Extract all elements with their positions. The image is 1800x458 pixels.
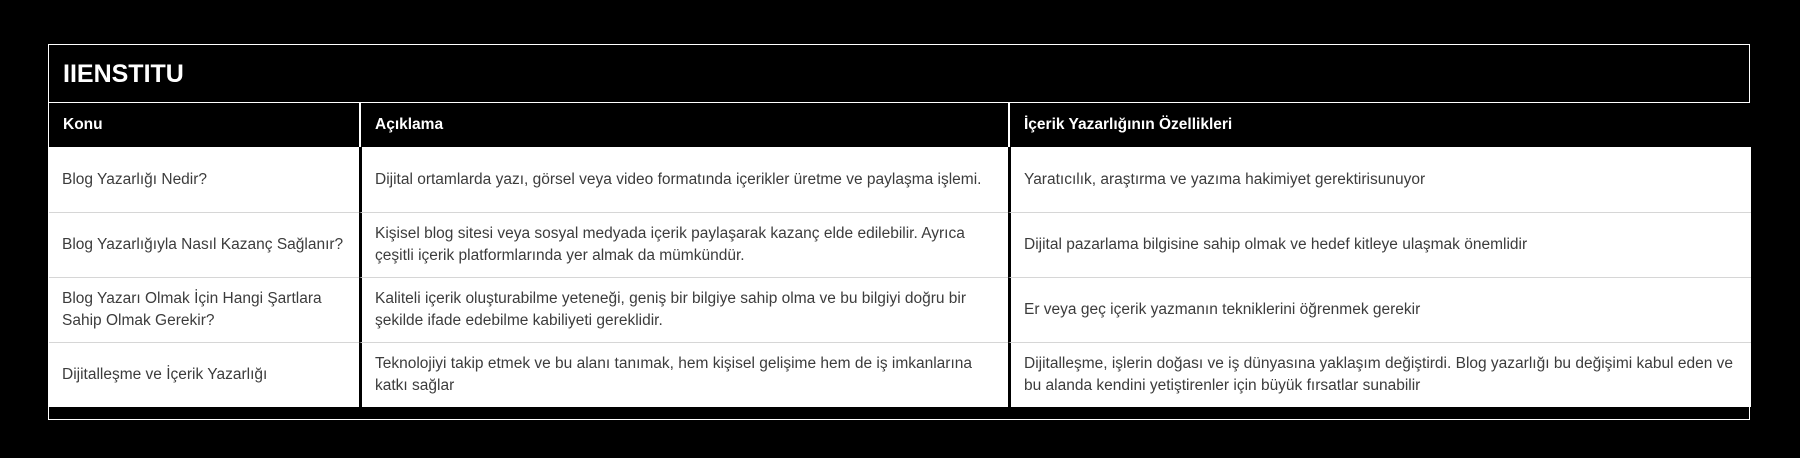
cell-konu: Dijitalleşme ve İçerik Yazarlığı — [49, 342, 359, 407]
cell-aciklama: Teknolojiyi takip etmek ve bu alanı tanımak, hem kişisel gelişime hem de iş imkanlarına katkı sağlar — [359, 342, 1008, 407]
table-body — [49, 147, 1751, 407]
cell-aciklama: Kaliteli içerik oluşturabilme yeteneği, geniş bir bilgiye sahip olma ve bu bilgiyi doğru bir şekilde ifade edebilme kabiliyeti gereklidir. — [359, 277, 1008, 342]
cell-ozellikler: Dijitalleşme, işlerin doğası ve iş dünyasına yaklaşım değiştirdi. Blog yazarlığı bu değişimi kabul eden ve bu alanda kendini yetiştirenler için büyük fırsatlar sunabilir — [1008, 342, 1751, 407]
content-card — [48, 44, 1750, 420]
table-row — [49, 342, 1751, 407]
column-header-aciklama: Açıklama — [359, 103, 1008, 147]
table-header — [49, 103, 1751, 147]
column-header-konu: Konu — [49, 103, 359, 147]
cell-ozellikler: Dijital pazarlama bilgisine sahip olmak ve hedef kitleye ulaşmak önemlidir — [1008, 212, 1751, 277]
cell-konu: Blog Yazarı Olmak İçin Hangi Şartlara Sahip Olmak Gerekir? — [49, 277, 359, 342]
brand-title: IIENSTITU — [49, 45, 1749, 103]
cell-konu: Blog Yazarlığıyla Nasıl Kazanç Sağlanır? — [49, 212, 359, 277]
cell-aciklama: Dijital ortamlarda yazı, görsel veya video formatında içerikler üretme ve paylaşma işlemi. — [359, 147, 1008, 212]
cell-ozellikler: Er veya geç içerik yazmanın tekniklerini öğrenmek gerekir — [1008, 277, 1751, 342]
cell-ozellikler: Yaratıcılık, araştırma ve yazıma hakimiyet gerektirisunuyor — [1008, 147, 1751, 212]
table-header-row — [49, 103, 1751, 147]
cell-konu: Blog Yazarlığı Nedir? — [49, 147, 359, 212]
table-row — [49, 277, 1751, 342]
table-row — [49, 147, 1751, 212]
cell-aciklama: Kişisel blog sitesi veya sosyal medyada içerik paylaşarak kazanç elde edilebilir. Ayrıca çeşitli içerik platformlarında yer almak da mümkündür. — [359, 212, 1008, 277]
column-header-ozellikler: İçerik Yazarlığının Özellikleri — [1008, 103, 1751, 147]
content-table — [49, 103, 1751, 407]
table-row — [49, 212, 1751, 277]
